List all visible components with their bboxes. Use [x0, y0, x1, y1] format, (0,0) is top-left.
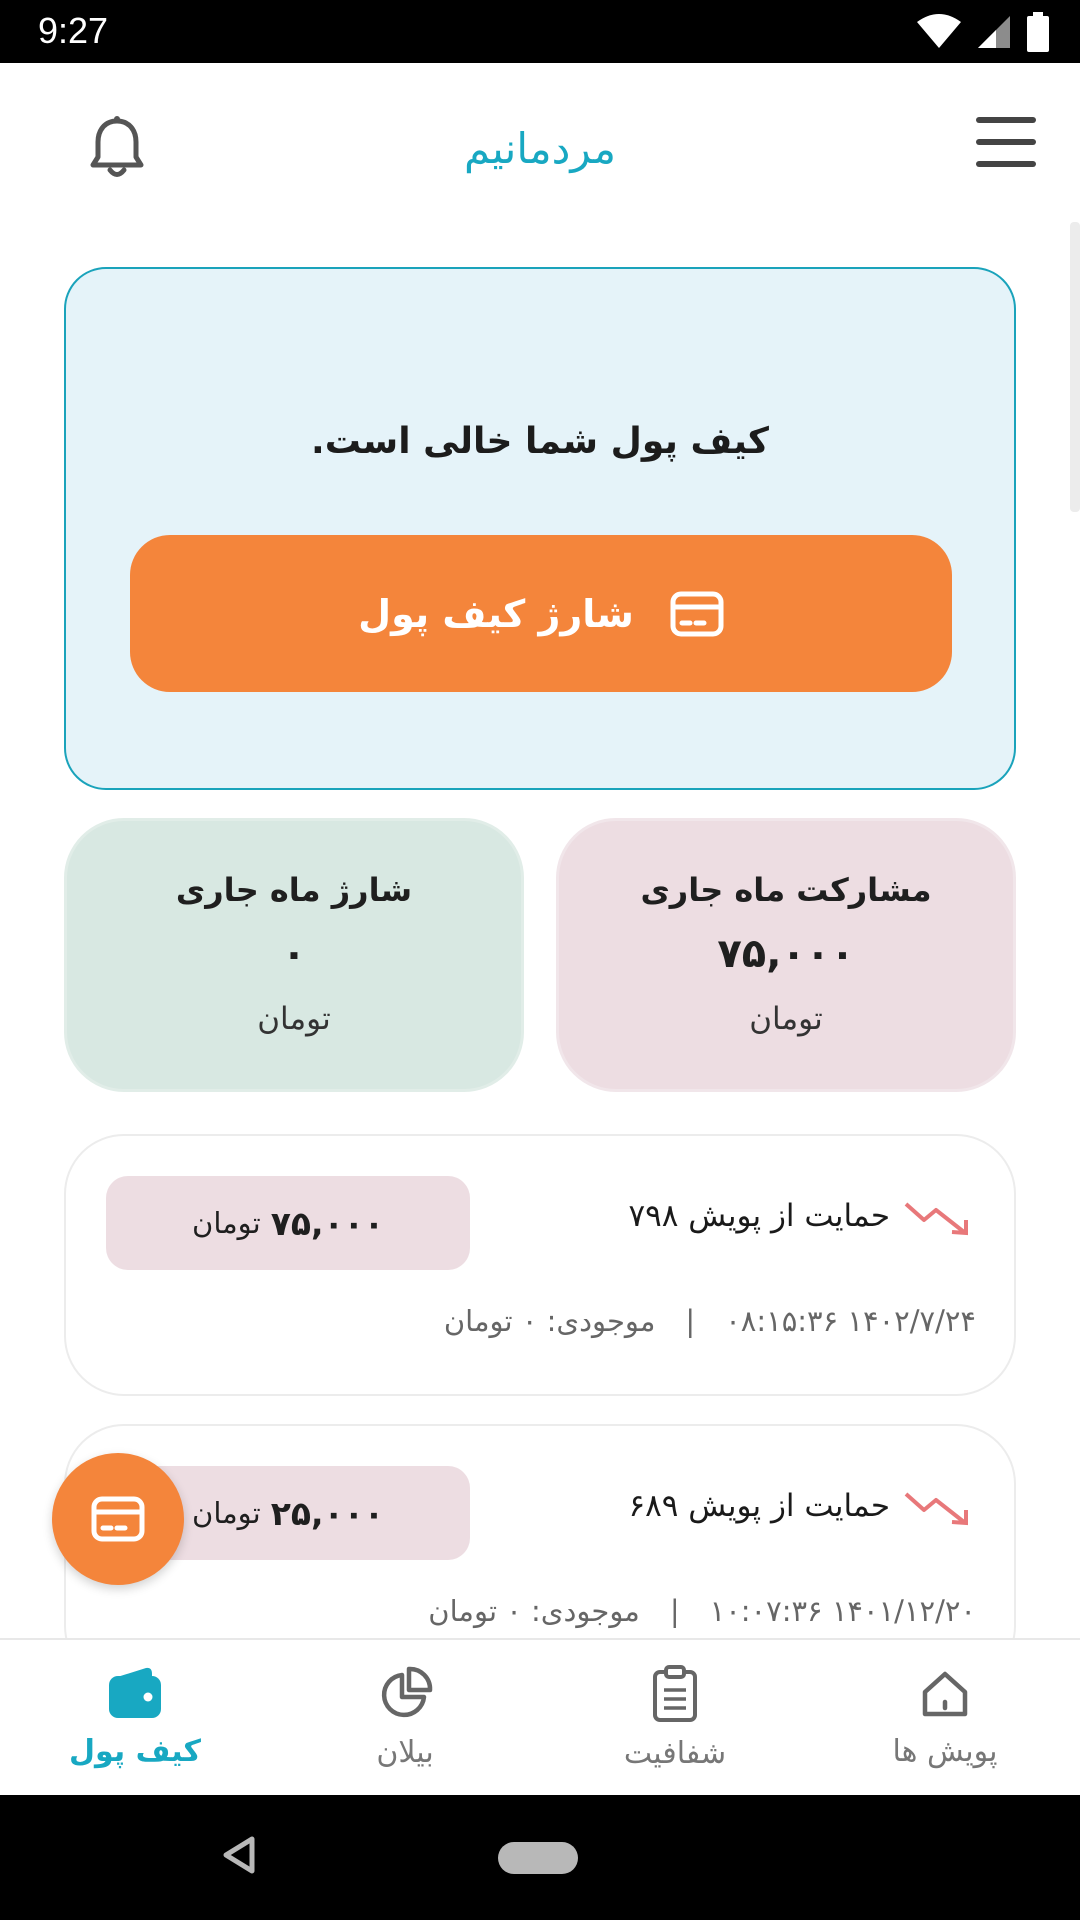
charge-wallet-fab[interactable] — [52, 1453, 184, 1585]
amount-value: ۷۵,۰۰۰ — [270, 1203, 384, 1243]
amount-currency: تومان — [192, 1206, 261, 1240]
stat-unit: تومان — [749, 1001, 823, 1037]
status-icons — [916, 12, 1050, 52]
back-icon[interactable] — [222, 1835, 256, 1875]
pie-chart-icon — [376, 1665, 434, 1723]
home-icon — [917, 1666, 973, 1722]
app-header — [0, 63, 1080, 223]
charge-wallet-label: شارژ کیف پول — [358, 591, 634, 636]
nav-label: پویش ها — [892, 1734, 998, 1769]
transaction-title: حمایت از پویش ۷۹۸ — [628, 1198, 890, 1234]
wifi-icon — [916, 14, 962, 50]
system-navigation-bar — [0, 1795, 1080, 1920]
transaction-meta — [428, 1594, 976, 1628]
wallet-icon — [106, 1666, 164, 1722]
scroll-indicator — [1070, 222, 1080, 512]
transaction-meta — [444, 1304, 976, 1338]
card-icon — [91, 1496, 145, 1542]
app-logo — [430, 113, 650, 183]
stat-title: شارژ ماه جاری — [175, 871, 413, 909]
notification-bell-icon[interactable] — [88, 115, 146, 181]
nav-label: شفافیت — [623, 1736, 727, 1771]
bottom-navigation — [0, 1638, 1080, 1795]
current-month-charge-card — [64, 818, 524, 1092]
nav-item-campaigns[interactable] — [810, 1640, 1080, 1795]
transaction-datetime: ۱۴۰۲/۷/۲۴ ۰۸:۱۵:۳۶ — [725, 1304, 976, 1338]
status-bar — [0, 0, 1080, 63]
wallet-empty-message: کیف پول شما خالی است. — [311, 421, 769, 462]
trending-down-icon — [902, 1198, 976, 1238]
nav-label: بیلان — [376, 1735, 434, 1770]
wallet-card — [64, 267, 1016, 790]
current-month-contribution-card — [556, 818, 1016, 1092]
transaction-balance: موجودی: ۰ تومان — [443, 1304, 656, 1338]
transaction-title: حمایت از پویش ۶۸۹ — [628, 1488, 890, 1524]
stat-value: ۷۵,۰۰۰ — [717, 931, 855, 977]
meta-separator: | — [669, 1594, 680, 1628]
trending-down-icon — [902, 1488, 976, 1528]
amount-value: ۲۵,۰۰۰ — [270, 1493, 384, 1533]
transaction-datetime: ۱۴۰۱/۱۲/۲۰ ۱۰:۰۷:۳۶ — [709, 1594, 976, 1628]
signal-icon — [976, 14, 1012, 50]
stat-title: مشارکت ماه جاری — [640, 871, 932, 909]
nav-item-transparency[interactable] — [540, 1640, 810, 1795]
amount-currency: تومان — [192, 1496, 261, 1530]
transaction-balance: موجودی: ۰ تومان — [428, 1594, 640, 1628]
hamburger-menu-icon[interactable] — [976, 117, 1036, 167]
status-time: 9:27 — [38, 10, 109, 51]
transaction-item[interactable] — [64, 1134, 1016, 1396]
nav-item-balance[interactable] — [270, 1640, 540, 1795]
nav-item-wallet[interactable] — [0, 1640, 270, 1795]
home-pill-button[interactable] — [498, 1842, 578, 1874]
clipboard-icon — [650, 1664, 700, 1724]
svg-text:مردمانیم: مردمانیم — [464, 124, 616, 173]
transaction-amount — [106, 1176, 470, 1270]
stat-unit: تومان — [257, 1001, 331, 1037]
nav-label: کیف پول — [69, 1734, 201, 1769]
charge-wallet-button[interactable] — [130, 535, 952, 692]
battery-icon — [1026, 12, 1050, 52]
meta-separator: | — [685, 1304, 696, 1338]
card-icon — [670, 591, 724, 637]
stat-value: ۰ — [281, 931, 307, 977]
